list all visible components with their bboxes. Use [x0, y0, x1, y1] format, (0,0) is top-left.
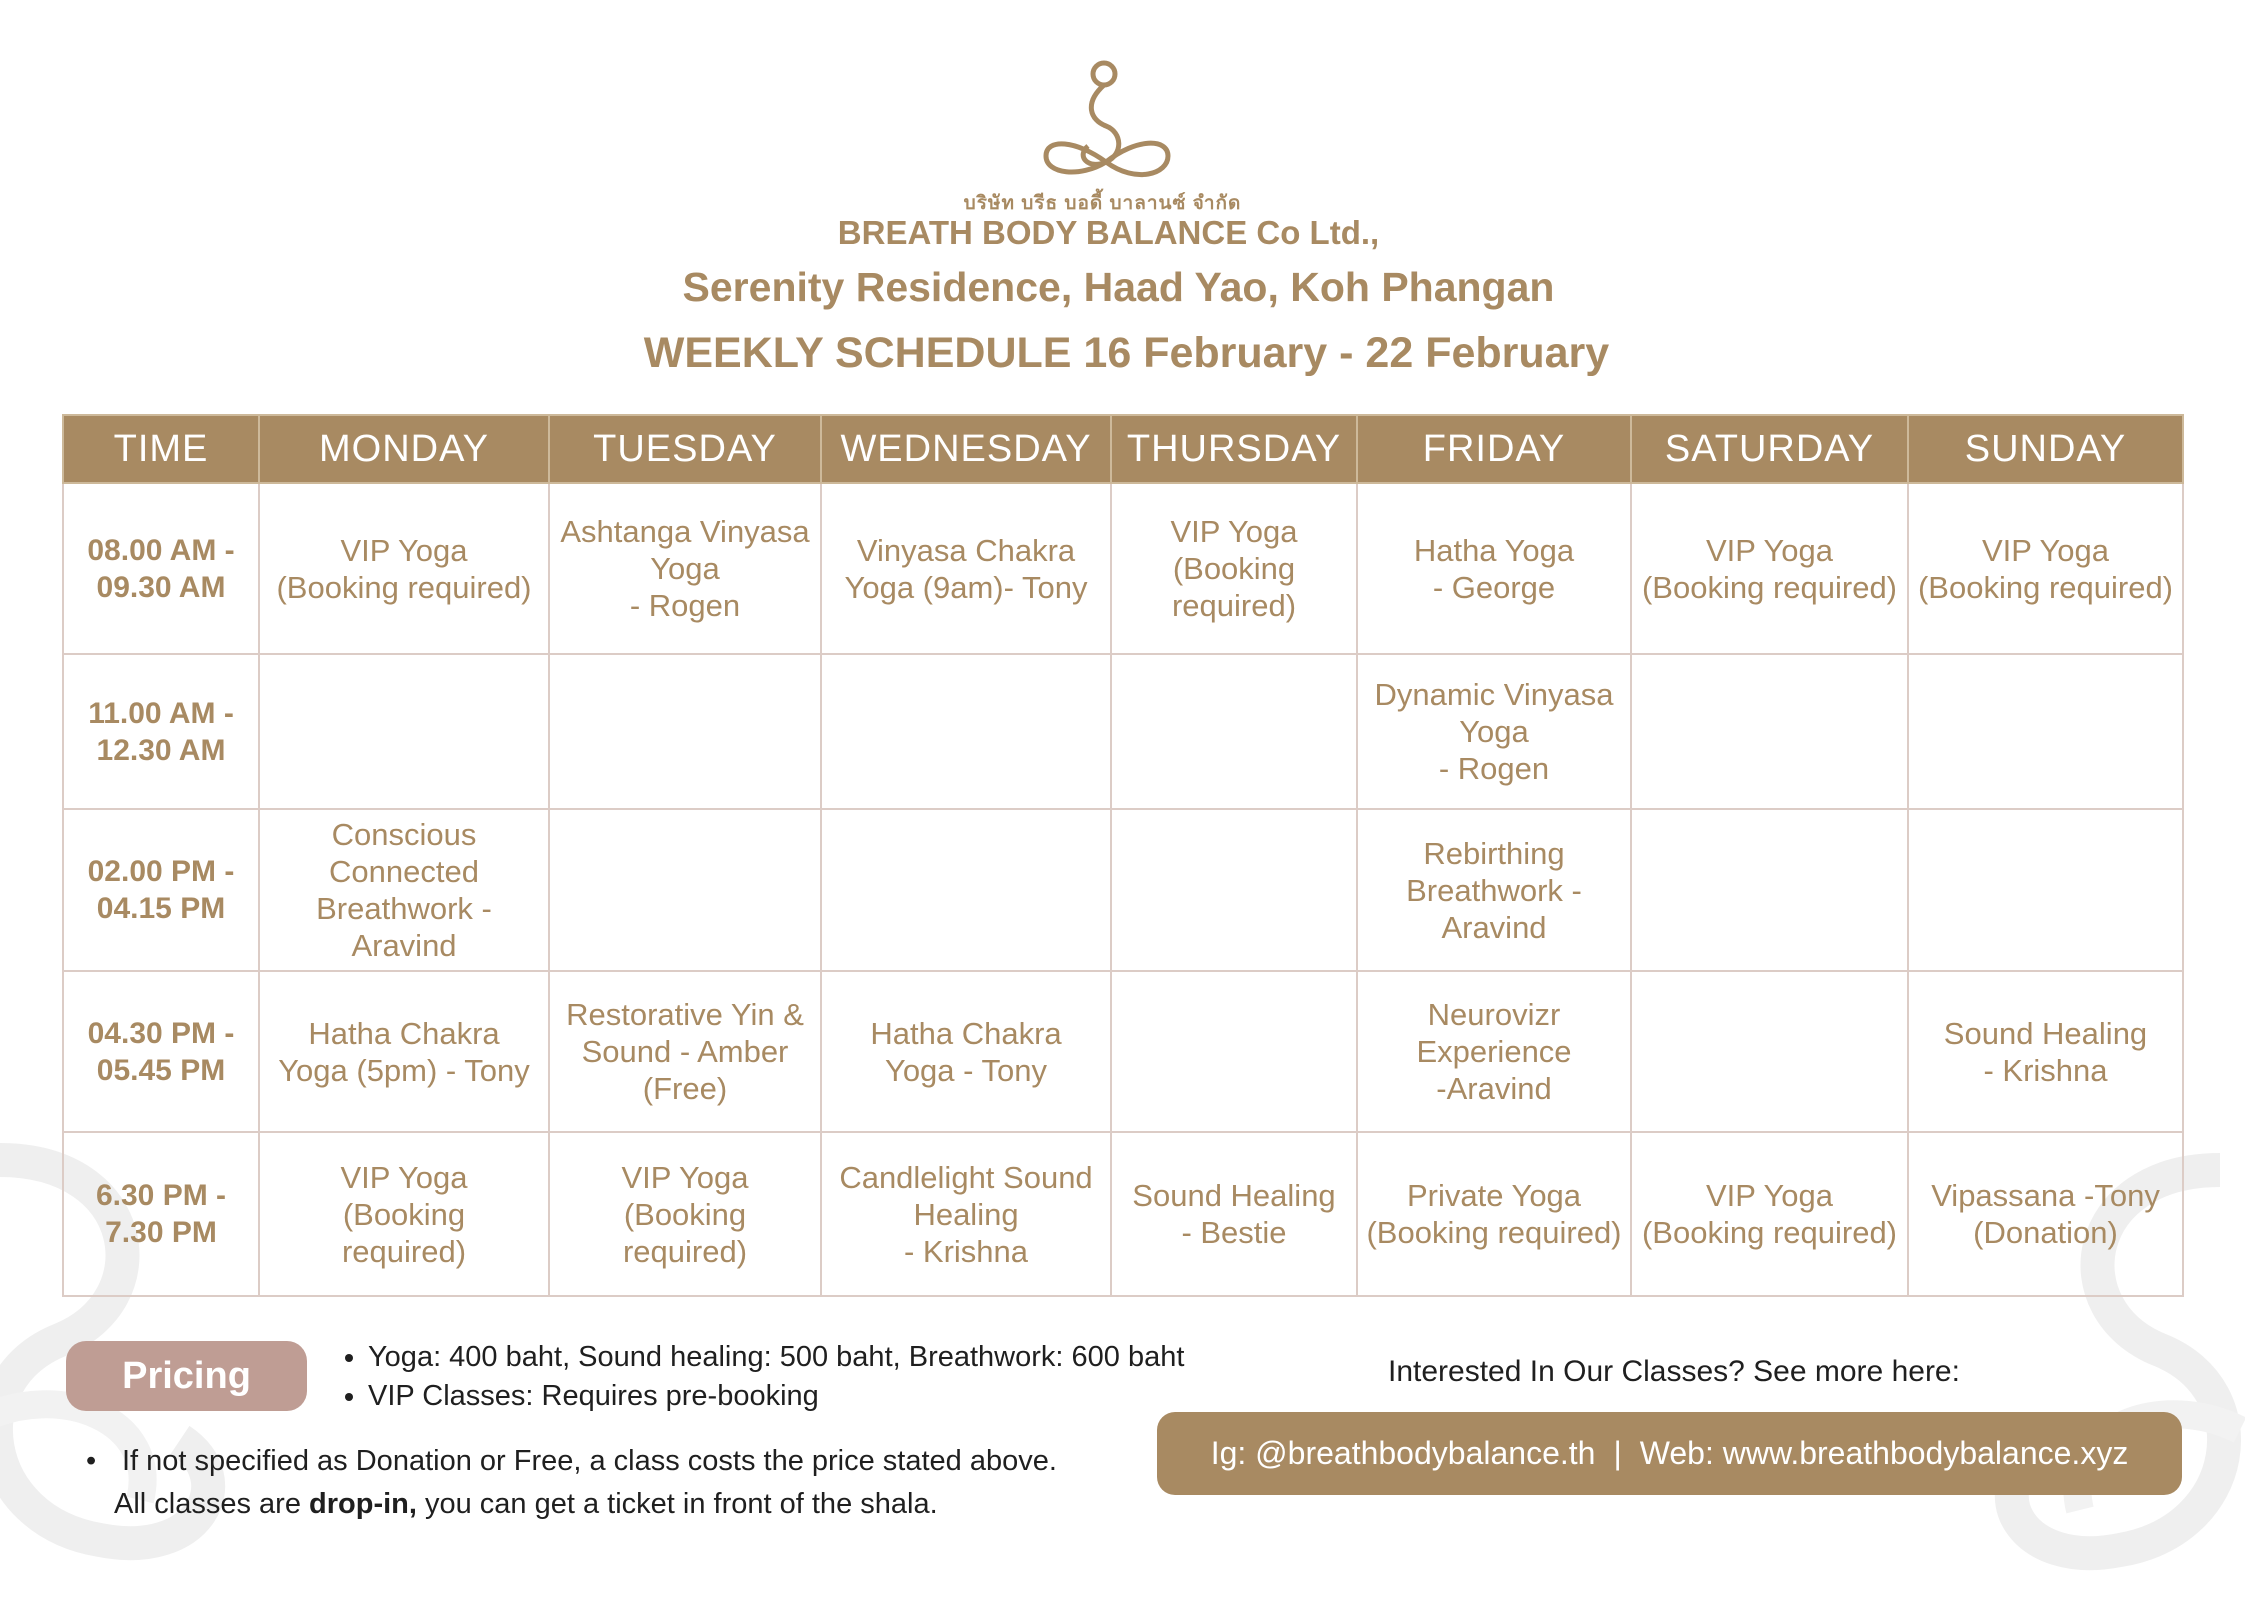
class-cell	[1111, 809, 1357, 971]
class-label: Rebirthing Breathwork - Aravind	[1406, 835, 1582, 945]
class-cell	[1631, 971, 1908, 1132]
time-slot	[63, 971, 259, 1132]
pricing-note	[86, 1440, 1057, 1526]
header-sunday: SUNDAY	[1908, 415, 2183, 483]
header-time: TIME	[63, 415, 259, 483]
class-cell	[821, 1132, 1111, 1296]
weekly-schedule-table	[62, 414, 2184, 1297]
class-cell	[1908, 654, 2183, 809]
class-cell	[1908, 483, 2183, 654]
note-line-1	[86, 1440, 1057, 1483]
class-cell	[549, 1132, 821, 1296]
class-cell	[821, 483, 1111, 654]
class-cell	[1631, 654, 1908, 809]
header-friday: FRIDAY	[1357, 415, 1631, 483]
class-label: VIP Yoga (Booking required)	[1641, 1178, 1898, 1250]
weekly-schedule-title: WEEKLY SCHEDULE 16 February - 22 February	[643, 329, 1610, 377]
instagram-link[interactable]: Ig: @breathbodybalance.th	[1210, 1435, 1596, 1471]
table-row	[63, 654, 2183, 809]
table-row	[63, 483, 2183, 654]
time-slot-label: 02.00 PM - 04.15 PM	[87, 855, 235, 925]
class-label: Candlelight Sound Healing - Krishna	[839, 1159, 1093, 1269]
class-label: VIP Yoga (Booking required)	[276, 532, 532, 605]
class-label: Sound Healing - Krishna	[1943, 1015, 2148, 1088]
class-cell	[1357, 971, 1631, 1132]
header-wednesday: WEDNESDAY	[821, 415, 1111, 483]
class-label: Neurovizr Experience -Aravind	[1416, 997, 1572, 1106]
class-cell	[1908, 809, 2183, 971]
header-tuesday: TUESDAY	[549, 415, 821, 483]
note-prefix: All classes are	[114, 1488, 310, 1520]
class-cell	[259, 654, 549, 809]
class-label: Ashtanga Vinyasa Yoga - Rogen	[560, 514, 810, 623]
class-cell	[1357, 809, 1631, 971]
class-cell	[821, 971, 1111, 1132]
class-cell	[1357, 483, 1631, 654]
class-cell	[549, 809, 821, 971]
header-saturday: SATURDAY	[1631, 415, 1908, 483]
note-bold: drop-in,	[309, 1488, 417, 1520]
class-label: VIP Yoga (Booking required)	[1641, 532, 1898, 605]
schedule-header-row	[63, 415, 2183, 483]
class-cell	[1357, 1132, 1631, 1296]
meditation-figure-icon	[1040, 58, 1174, 188]
class-label: Sound Healing - Bestie	[1132, 1178, 1336, 1250]
time-slot	[63, 809, 259, 971]
location-title: Serenity Residence, Haad Yao, Koh Phangan	[682, 264, 1555, 310]
class-cell	[549, 483, 821, 654]
class-cell	[1357, 654, 1631, 809]
class-cell	[1111, 654, 1357, 809]
class-cell	[549, 654, 821, 809]
note-text: If not specified as Donation or Free, a class costs the price stated above.	[122, 1445, 1057, 1477]
time-slot-label: 08.00 AM - 09.30 AM	[87, 533, 235, 604]
class-label: Private Yoga (Booking required)	[1366, 1178, 1622, 1250]
class-cell	[1908, 971, 2183, 1132]
pricing-badge: Pricing	[66, 1341, 307, 1411]
pricing-list	[340, 1338, 1184, 1416]
class-cell	[821, 654, 1111, 809]
class-label: Dynamic Vinyasa Yoga - Rogen	[1374, 677, 1614, 786]
note-suffix: you can get a ticket in front of the shala.	[416, 1488, 938, 1520]
class-label: Hatha Chakra Yoga (5pm) - Tony	[278, 1015, 530, 1088]
table-row	[63, 809, 2183, 971]
class-label: Restorative Yin & Sound - Amber (Free)	[566, 997, 804, 1106]
pricing-item: • VIP Classes: Requires pre-booking	[368, 1377, 1184, 1416]
class-label: Hatha Yoga - George	[1413, 532, 1575, 605]
time-slot-label: 04.30 PM - 05.45 PM	[87, 1016, 235, 1087]
class-label: VIP Yoga (Booking required)	[1917, 532, 2174, 605]
time-slot	[63, 483, 259, 654]
class-cell	[1908, 1132, 2183, 1296]
class-label: Hatha Chakra Yoga - Tony	[870, 1015, 1062, 1088]
note-line-2	[86, 1483, 1057, 1526]
company-thai-name: บริษัท บรีธ บอดี้ บาลานซ์ จำกัด	[963, 193, 1242, 214]
class-cell	[1111, 971, 1357, 1132]
class-cell	[1631, 483, 1908, 654]
class-cell	[259, 809, 549, 971]
contact-prompt: Interested In Our Classes? See more here:	[1388, 1355, 1960, 1388]
class-label: Vipassana -Tony (Donation)	[1931, 1178, 2160, 1250]
class-cell	[1631, 1132, 1908, 1296]
table-row	[63, 1132, 2183, 1296]
class-cell	[549, 971, 821, 1132]
bullet-icon: •	[86, 1445, 97, 1477]
time-slot-label: 6.30 PM - 7.30 PM	[95, 1179, 227, 1249]
class-cell	[1111, 1132, 1357, 1296]
pricing-item: • Yoga: 400 baht, Sound healing: 500 baht, Breathwork: 600 baht	[368, 1338, 1184, 1377]
header-thursday: THURSDAY	[1111, 415, 1357, 483]
class-cell	[1111, 483, 1357, 654]
link-separator: |	[1613, 1435, 1622, 1471]
table-row	[63, 971, 2183, 1132]
class-cell	[259, 1132, 549, 1296]
header-monday: MONDAY	[259, 415, 549, 483]
class-label: VIP Yoga (Booking required)	[1170, 514, 1298, 623]
class-cell	[259, 971, 549, 1132]
contact-links-banner	[1157, 1412, 2182, 1495]
time-slot	[63, 1132, 259, 1296]
class-label: Vinyasa Chakra Yoga (9am)- Tony	[844, 532, 1088, 605]
time-slot	[63, 654, 259, 809]
class-label: Conscious Connected Breathwork - Aravind	[316, 817, 492, 963]
class-label: VIP Yoga (Booking required)	[340, 1159, 468, 1269]
class-label: VIP Yoga (Booking required)	[621, 1159, 749, 1269]
company-name: BREATH BODY BALANCE Co Ltd.,	[837, 214, 1380, 251]
class-cell	[1631, 809, 1908, 971]
website-link[interactable]: Web: www.breathbodybalance.xyz	[1639, 1435, 2129, 1471]
class-cell	[821, 809, 1111, 971]
class-cell	[259, 483, 549, 654]
time-slot-label: 11.00 AM - 12.30 AM	[88, 696, 234, 767]
